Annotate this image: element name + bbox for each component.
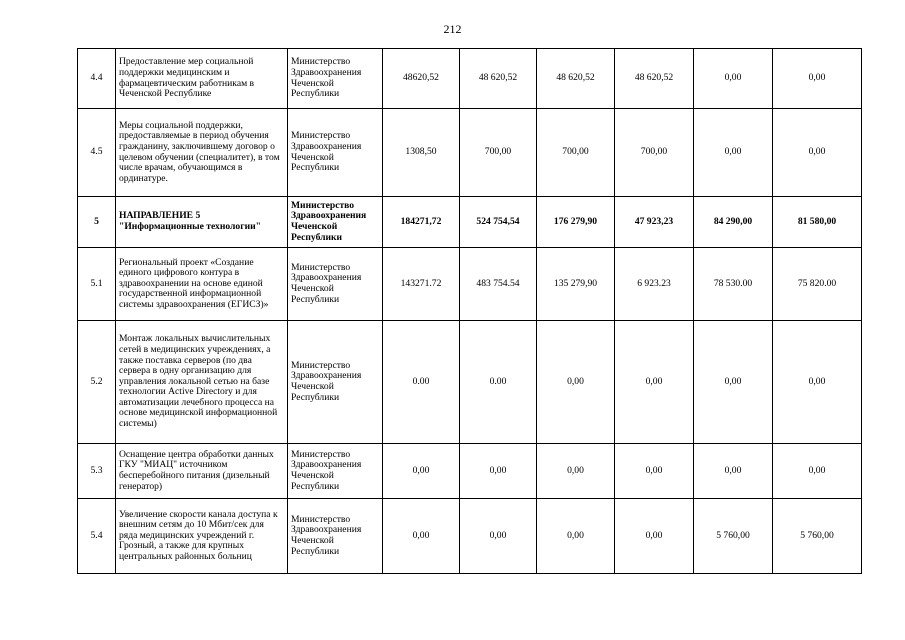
value-cell: 0,00 bbox=[773, 109, 862, 197]
value-cell: 48 620,52 bbox=[537, 49, 615, 109]
responsible-organization: Министерство Здравоохранения Чеченской Республики bbox=[288, 49, 383, 109]
value-cell: 0,00 bbox=[773, 444, 862, 499]
value-cell: 0,00 bbox=[537, 321, 615, 444]
measure-name: Меры социальной поддержки, предоставляемые в период обучения гражданину, заключившему договор о целевом обучении (специалитет), в том числе врачам, обучающимся в ординатуре. bbox=[116, 109, 288, 197]
responsible-organization: Министерство Здравоохранения Чеченской Республики bbox=[288, 197, 383, 248]
row-number: 4.5 bbox=[78, 109, 116, 197]
value-cell: 0,00 bbox=[537, 444, 615, 499]
value-cell: 483 754.54 bbox=[460, 248, 537, 321]
table-row bbox=[78, 109, 862, 197]
responsible-organization: Министерство Здравоохранения Чеченской Республики bbox=[288, 248, 383, 321]
value-cell: 700,00 bbox=[537, 109, 615, 197]
value-cell: 0,00 bbox=[694, 49, 773, 109]
value-cell: 135 279,90 bbox=[537, 248, 615, 321]
value-cell: 5 760,00 bbox=[773, 499, 862, 574]
value-cell: 0,00 bbox=[615, 321, 694, 444]
budget-table bbox=[77, 48, 862, 574]
measure-name: Региональный проект «Создание единого цифрового контура в здравоохранении на основе единой государственной информационной системы здравоохранения (ЕГИСЗ)» bbox=[116, 248, 288, 321]
value-cell: 48 620,52 bbox=[460, 49, 537, 109]
responsible-organization: Министерство Здравоохранения Чеченской Республики bbox=[288, 109, 383, 197]
value-cell: 0,00 bbox=[773, 321, 862, 444]
table-row bbox=[78, 248, 862, 321]
value-cell: 700,00 bbox=[615, 109, 694, 197]
table-row bbox=[78, 321, 862, 444]
value-cell: 0,00 bbox=[694, 109, 773, 197]
value-cell: 47 923,23 bbox=[615, 197, 694, 248]
value-cell: 0,00 bbox=[694, 444, 773, 499]
value-cell: 84 290,00 bbox=[694, 197, 773, 248]
value-cell: 0,00 bbox=[773, 49, 862, 109]
responsible-organization: Министерство Здравоохранения Чеченской Республики bbox=[288, 499, 383, 574]
row-number: 5.4 bbox=[78, 499, 116, 574]
table-row bbox=[78, 499, 862, 574]
value-cell: 48620,52 bbox=[383, 49, 460, 109]
table-row bbox=[78, 49, 862, 109]
measure-name: Предоставление мер социальной поддержки медицинским и фармацевтическим работникам в Чеченской Республике bbox=[116, 49, 288, 109]
value-cell: 6 923.23 bbox=[615, 248, 694, 321]
measure-name: Оснащение центра обработки данных ГКУ "МИАЦ" источником бесперебойного питания (дизельный генератор) bbox=[116, 444, 288, 499]
value-cell: 5 760,00 bbox=[694, 499, 773, 574]
value-cell: 0,00 bbox=[615, 444, 694, 499]
value-cell: 176 279,90 bbox=[537, 197, 615, 248]
page-number: 212 bbox=[443, 22, 462, 36]
measure-name: Монтаж локальных вычислительных сетей в медицинских учреждениях, а также поставка серверов (по два сервера в одну организацию для управления локальной сетью на базе технологии Active Directory и для автоматизации лечебного процесса на основе медицинской информационной системы) bbox=[116, 321, 288, 444]
value-cell: 0.00 bbox=[460, 321, 537, 444]
value-cell: 0,00 bbox=[537, 499, 615, 574]
row-number: 5 bbox=[78, 197, 116, 248]
measure-name: НАПРАВЛЕНИЕ 5 "Информационные технологии" bbox=[116, 197, 288, 248]
responsible-organization: Министерство Здравоохранения Чеченской Республики bbox=[288, 444, 383, 499]
responsible-organization: Министерство Здравоохранения Чеченской Республики bbox=[288, 321, 383, 444]
value-cell: 0,00 bbox=[694, 321, 773, 444]
value-cell: 184271,72 bbox=[383, 197, 460, 248]
value-cell: 0.00 bbox=[383, 321, 460, 444]
measure-name: Увеличение скорости канала доступа к внешним сетям до 10 Мбит/сек для ряда медицинских учреждений г. Грозный, а также для крупных центральных районных больниц bbox=[116, 499, 288, 574]
table-row bbox=[78, 444, 862, 499]
row-number: 4.4 bbox=[78, 49, 116, 109]
table-row-section-header bbox=[78, 197, 862, 248]
value-cell: 81 580,00 bbox=[773, 197, 862, 248]
value-cell: 0,00 bbox=[460, 444, 537, 499]
value-cell: 78 530.00 bbox=[694, 248, 773, 321]
row-number: 5.3 bbox=[78, 444, 116, 499]
row-number: 5.2 bbox=[78, 321, 116, 444]
value-cell: 524 754,54 bbox=[460, 197, 537, 248]
value-cell: 143271.72 bbox=[383, 248, 460, 321]
value-cell: 0,00 bbox=[383, 444, 460, 499]
value-cell: 0,00 bbox=[615, 499, 694, 574]
value-cell: 75 820.00 bbox=[773, 248, 862, 321]
value-cell: 0,00 bbox=[383, 499, 460, 574]
value-cell: 1308,50 bbox=[383, 109, 460, 197]
value-cell: 0,00 bbox=[460, 499, 537, 574]
row-number: 5.1 bbox=[78, 248, 116, 321]
value-cell: 48 620,52 bbox=[615, 49, 694, 109]
value-cell: 700,00 bbox=[460, 109, 537, 197]
